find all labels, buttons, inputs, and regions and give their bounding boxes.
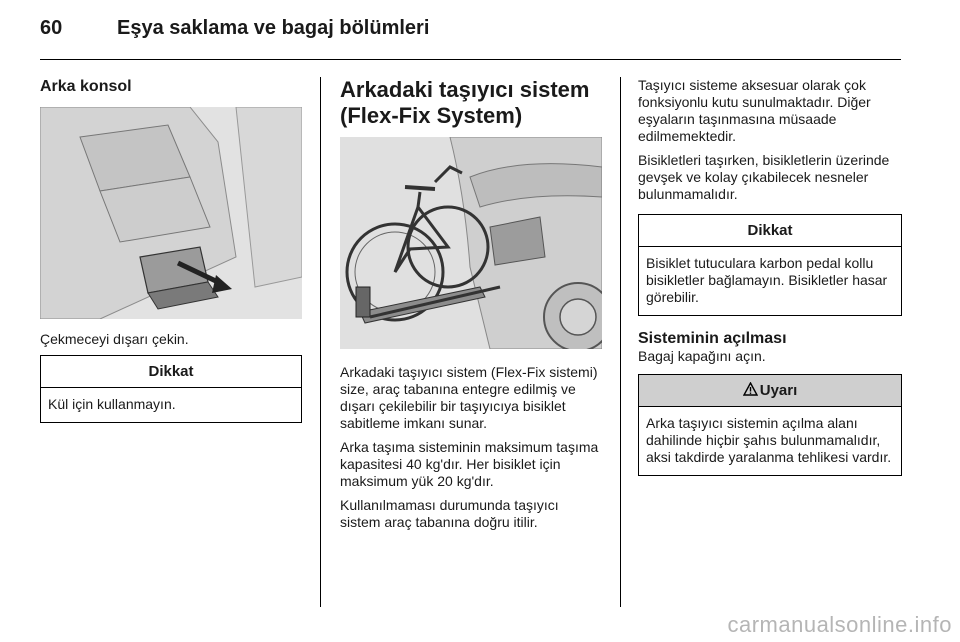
section-heading-flex-fix — [340, 77, 602, 129]
section-heading-rear-console: Arka konsol — [40, 78, 132, 95]
warning-title: Uyarı — [759, 382, 798, 399]
paragraph: Arkadaki taşıyıcı sistem (Flex-Fix sistemi) size, araç tabanına entegre edilmiş ve dışarı çekilebilir bir taşıyıcıya bisiklet sabitleme imkanı sunar. — [340, 364, 598, 431]
column-rear-console — [40, 77, 302, 423]
column-carrier-details — [638, 77, 902, 476]
notice-box-caution — [638, 214, 902, 316]
section-heading-opening: Sisteminin açılması — [638, 330, 787, 347]
heading-line-1: Arkadaki taşıyıcı sistem — [340, 77, 590, 102]
column-divider-right — [620, 77, 621, 607]
paragraph: Kullanılmaması durumunda taşıyıcı sistem araç tabanına doğru itilir. — [340, 497, 559, 530]
page-title: Eşya saklama ve bagaj bölümleri — [117, 17, 430, 39]
notice-box-caution — [40, 355, 302, 423]
warning-box — [638, 374, 902, 476]
heading-line-2: (Flex-Fix System) — [340, 103, 523, 128]
notice-title: Dikkat — [639, 215, 901, 247]
column-flex-fix — [340, 77, 602, 538]
warning-body: Arka taşıyıcı sistemin açılma alanı dahilinde hiçbir şahıs bulunmamalıdır, aksi takdirde yaralanma tehlikesi vardır. — [646, 415, 892, 465]
paragraph: Arka taşıma sisteminin maksimum taşıma kapasitesi 40 kg'dır. Her bisiklet için maksimum yük 20 kg'dır. — [340, 439, 599, 489]
opening-instruction: Bagaj kapağını açın. — [638, 348, 766, 364]
column-divider-left — [320, 77, 321, 607]
flex-fix-paragraphs — [340, 364, 602, 531]
rear-console-illustration — [40, 107, 302, 319]
watermark: carmanualsonline.info — [727, 612, 952, 637]
warning-triangle-icon — [743, 382, 758, 396]
bike-carrier-illustration — [340, 137, 602, 349]
warning-header — [639, 375, 901, 407]
header-rule — [40, 59, 901, 60]
notice-body: Bisiklet tutuculara karbon pedal kollu bisikletler bağlamayın. Bisikletler hasar görebilir. — [646, 255, 888, 305]
paragraph: Bisikletleri taşırken, bisikletlerin üzerinde gevşek ve kolay çıkabilecek nesneler bulunmamalıdır. — [638, 152, 890, 202]
notice-title: Dikkat — [41, 356, 301, 388]
page-number: 60 — [40, 17, 63, 39]
notice-body: Kül için kullanmayın. — [48, 396, 176, 412]
drawer-caption: Çekmeceyi dışarı çekin. — [40, 331, 189, 347]
paragraph: Taşıyıcı sisteme aksesuar olarak çok fonksiyonlu kutu sunulmaktadır. Diğer eşyaların taşınmasına müsaade edilmemektedir. — [638, 77, 871, 144]
warning-symbol-label — [743, 382, 744, 383]
